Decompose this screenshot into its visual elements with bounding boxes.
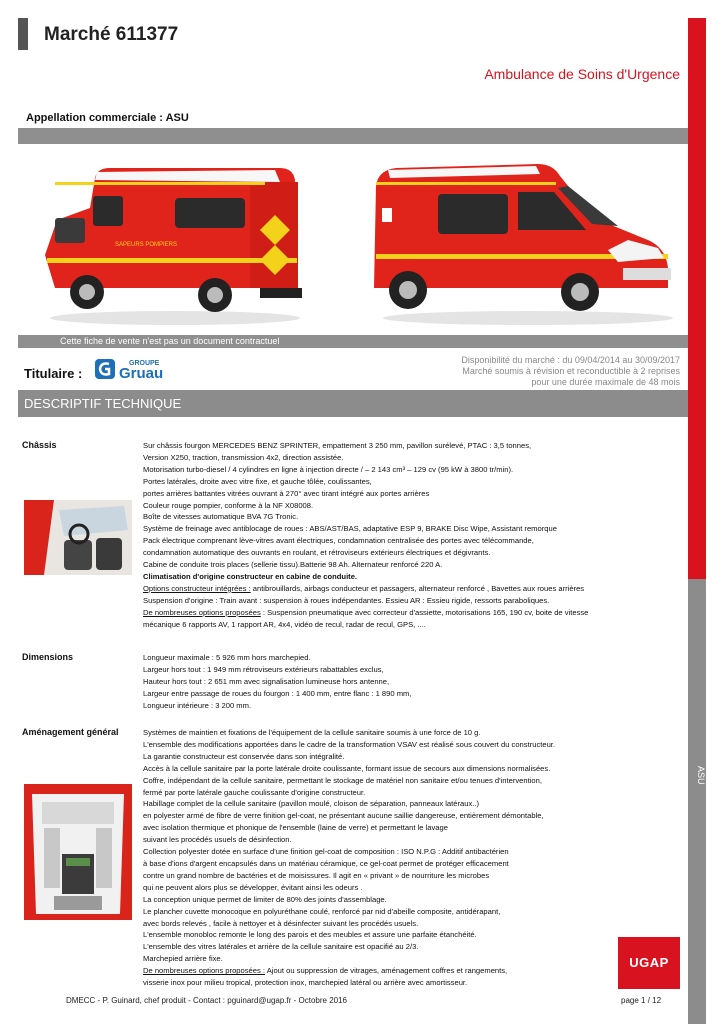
dispo-line-2: Marché soumis à révision et reconductible à 2 reprises [462, 366, 680, 376]
amenagement-line: à base d'ions d'argent encapsulés dans un matériau céramique, ce gel-coat permet de protéger efficacement [143, 858, 509, 868]
amenagement-line: Systèmes de maintien et fixations de l'équipement de la cellule sanitaire soumis à une force de 10 g. [143, 728, 481, 737]
dimensions-line: Largeur hors tout : 1 949 mm rétroviseurs extérieurs rabattables exclus, [143, 664, 384, 674]
chassis-clim: Climatisation d'origine constructeur en cabine de conduite. [143, 571, 358, 581]
amenagement-line: La garantie constructeur est conservée dans son intégralité. [143, 751, 345, 761]
amenagement-line: Le plancher cuvette monocoque en polyuréthane coulé, renforcé par nid d'abeille composite, antidérapant, [143, 906, 501, 916]
amenagement-line: L'ensemble monobloc remonte le long des parois et des meubles et assure une parfaite étanchéité. [143, 930, 477, 940]
side-label: ASU [696, 765, 706, 785]
amenagement-line: en polyester armé de fibre de verre finition gel-coat, ne présentant aucune saillie dangereuse, entièrement démontable, [143, 811, 544, 821]
gruau-logo [93, 356, 183, 382]
page-number: page 1 / 12 [621, 996, 662, 1005]
chassis-line: Portes latérales, droite avec vitre fixe, et gauche tôlée, coulissantes, [143, 476, 372, 486]
logo-text: Gruau [119, 365, 164, 382]
page-title: Marché 611377 [44, 24, 179, 45]
ugap-logo-text: UGAP [629, 955, 669, 970]
ambulance-side-photo [368, 158, 678, 328]
amenagement-line: suivant les procédés usuels de désinfection. [143, 835, 292, 845]
amenagement-line: avec isolation thermique et phonique de l'ensemble (laine de verre) et permettant le lavage [143, 823, 448, 833]
medical-cell-photo [24, 784, 132, 920]
section-title: DESCRIPTIF TECHNIQUE [24, 396, 182, 411]
chassis-options [143, 583, 683, 595]
side-strip-gray [688, 579, 706, 1024]
titulaire-label: Titulaire : [24, 366, 83, 381]
chassis-line: Couleur rouge pompier, conforme à la NF X08008. [143, 500, 314, 510]
amenagement-line: fermé par porte latérale gauche coulissante d'origine constructeur. [143, 787, 366, 797]
amenagement-line: Coffre, indépendant de la cellule sanitaire, permettant le stockage de matériel non sanitaire et/ou tenues d'intervention, [143, 775, 542, 785]
logo-tag: GROUPE [129, 360, 160, 367]
amenagement-line: L'ensemble des modifications apportées dans le cadre de la transformation VSAV est réalisé sous couvert du constructeur. [143, 739, 556, 749]
ugap-logo [618, 937, 680, 989]
chassis-label: Châssis [22, 440, 57, 450]
svg-text:SAPEURS POMPIERS: SAPEURS POMPIERS [115, 242, 178, 248]
chassis-line: Cabine de conduite trois places (sellerie tissu).Batterie 98 Ah. Alternateur renforcé 220 A. [143, 560, 443, 570]
amenagement-label: Aménagement général [22, 727, 119, 737]
amenagement-line: Accès à la cellule sanitaire par la porte latérale droite coulissante, formant issue de secours aux dimensions normalisées. [143, 763, 551, 773]
options-label: Options constructeur intégrées : [143, 583, 251, 593]
amenagement-line: Marchepied arrière fixe. [143, 954, 223, 964]
header-band [18, 128, 688, 144]
disclaimer-band [18, 335, 688, 348]
chassis-options-2 [143, 607, 683, 619]
section-header [18, 390, 688, 417]
amenagement-line: contre un grand nombre de bactéries et de moisissures. Il agit en « privant » de nourriture les microbes [143, 870, 490, 880]
dimensions-line: Longueur maximale : 5 926 mm hors marchepied. [143, 653, 311, 662]
amenagement-options-text: Ajout ou suppression de vitrages, aménagement coffres et rangements, [265, 966, 508, 976]
chassis-text [143, 440, 683, 631]
dimensions-text [143, 652, 683, 712]
dispo-line-1: Disponibilité du marché : du 09/04/2014 au 30/09/2017 [461, 355, 680, 365]
dimensions-line: Hauteur hors tout : 2 651 mm avec signalisation lumineuse hors antenne, [143, 676, 390, 686]
side-strip-red [688, 18, 706, 579]
amenagement-line: Habillage complet de la cellule sanitaire (pavillon moulé, cloison de séparation, panneaux latéraux..) [143, 799, 480, 809]
chassis-line: condamnation automatique des ouvrants en roulant, et rétroviseurs extérieurs électriques et dégivrants. [143, 548, 491, 558]
appellation: Appellation commerciale : ASU [26, 112, 189, 124]
footer-text: DMECC - P. Guinard, chef produit - Contact : pguinard@ugap.fr - Octobre 2016 [66, 996, 347, 1005]
chassis-options-2-line: mécanique 6 rapports AV, 1 rapport AR, 4x4, vidéo de recul, radar de recul, GPS, .... [143, 619, 426, 629]
chassis-line: Pack électrique comprenant lève-vitres avant électriques, condamnation centralisée des portes avec télécommande, [143, 536, 534, 546]
chassis-suspension: Suspension d'origine : Train avant : suspension à roues indépendantes. Essieu AR : Essieu rigide, ressorts paraboliques. [143, 595, 550, 605]
amenagement-text [143, 727, 683, 989]
cabin-interior-photo [24, 500, 132, 575]
dimensions-line: Longueur intérieure : 3 200 mm. [143, 700, 252, 710]
amenagement-line: avec bords relevés , facile à nettoyer et à désinfecter suivant les procédés usuels. [143, 918, 419, 928]
dimensions-label: Dimensions [22, 652, 74, 662]
chassis-line: Boîte de vitesses automatique BVA 7G Tronic. [143, 512, 299, 522]
chassis-line: Version X250, traction, transmission 4x2, direction assistée. [143, 452, 344, 462]
amenagement-line: Collection polyester dotée en surface d'une finition gel-coat de composition : ISO N.P.G : Additif antibactérien [143, 847, 509, 857]
dispo-line-3: pour une durée maximale de 48 mois [531, 377, 680, 387]
dimensions-line: Largeur entre passage de roues du fourgon : 1 400 mm, entre flanc : 1 890 mm, [143, 688, 412, 698]
chassis-line: Sur châssis fourgon MERCEDES BENZ SPRINTER, empattement 3 250 mm, pavillon surélevé, PTAC : 3,5 tonnes, [143, 441, 532, 450]
title-marker [18, 18, 28, 50]
amenagement-line: L'ensemble des vitres latérales et arrière de la cellule sanitaire est opacifié au 2/3. [143, 942, 419, 952]
amenagement-line: qui ne peuvent alors plus se développer, évitant ainsi les odeurs . [143, 882, 363, 892]
amenagement-options-line: visserie inox pour milieu tropical, protection inox, marchepied latéral ou arrière avec amortisseur. [143, 978, 468, 988]
amenagement-options [143, 965, 683, 977]
options-2-label: De nombreuses options proposées [143, 607, 261, 617]
options-text: antibrouillards, airbags conducteur et passagers, alternateur renforcé , Bavettes aux roues arrières [250, 583, 585, 593]
chassis-line: Motorisation turbo-diesel / 4 cylindres en ligne à injection directe / – 2 143 cm³ – 129 cv (95 kW à 3800 tr/min). [143, 464, 514, 474]
disponibilite [461, 355, 680, 388]
chassis-line: Système de freinage avec antiblocage de roues : ABS/AST/BAS, adaptative ESP 9, BRAKE Disc Wipe, Assistant remorque [143, 524, 557, 534]
options-2-text: : Suspension pneumatique avec correcteur d'assiette, motorisations 165, 190 cv, boite de vitesse [260, 607, 589, 617]
ambulance-rear-photo [35, 160, 310, 328]
chassis-line: portes arrières battantes vitrées ouvrant à 270° avec tirant intégré aux portes arrières [143, 488, 430, 498]
disclaimer-text: Cette fiche de vente n'est pas un document contractuel [60, 336, 280, 346]
document-subtitle: Ambulance de Soins d'Urgence [484, 66, 680, 82]
amenagement-options-label: De nombreuses options proposées : [143, 966, 265, 976]
amenagement-line: La conception unique permet de limiter de 80% des joints d'assemblage. [143, 894, 387, 904]
